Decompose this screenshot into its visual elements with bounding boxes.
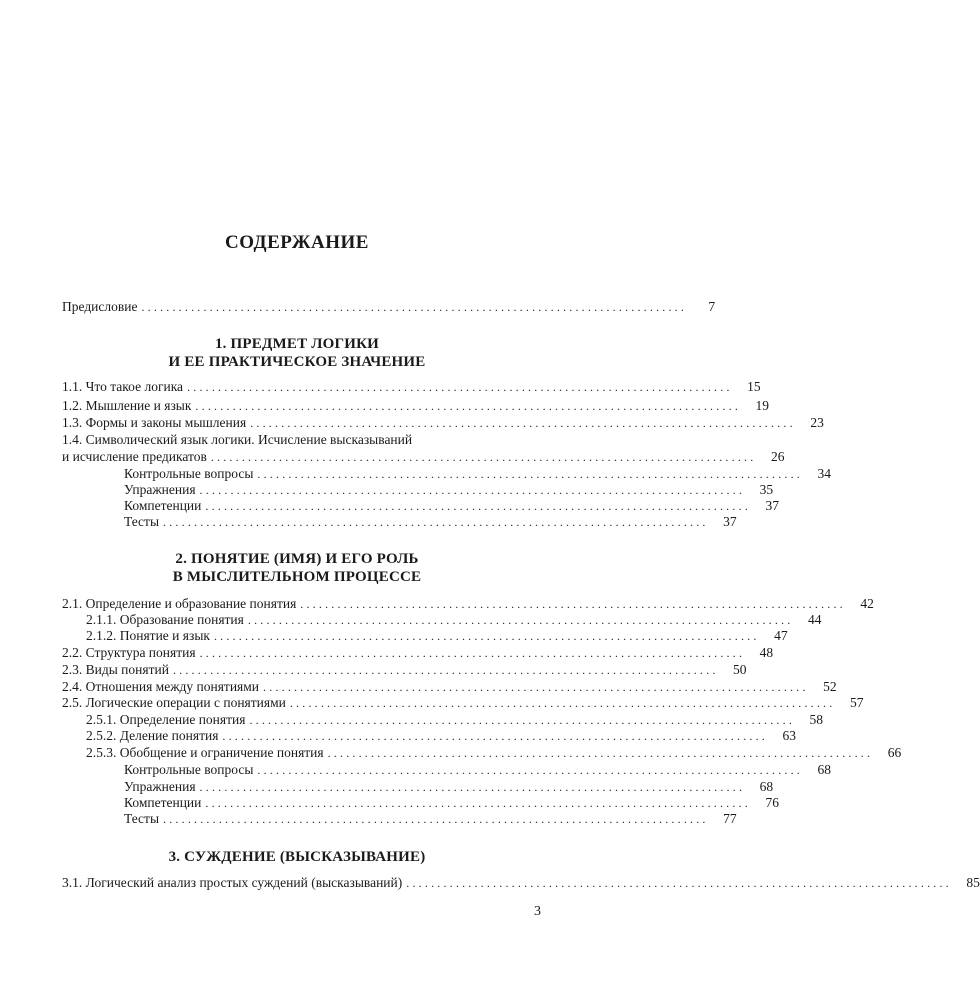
leader-dots: ........................................................................................	[163, 812, 709, 826]
leader-dots: ........................................................................................	[163, 515, 709, 529]
leader-dots: ........................................................................................	[199, 483, 746, 497]
toc-entry-page: 42	[860, 596, 874, 611]
leader-dots: ........................................................................................	[205, 499, 751, 513]
toc-entry-label: Компетенции	[124, 795, 202, 810]
toc-entry-label: 2.2. Структура понятия	[62, 645, 196, 660]
toc-entry-subitem[interactable]	[124, 497, 779, 514]
toc-entry-subitem[interactable]	[124, 794, 779, 811]
leader-dots: ........................................................................................	[250, 416, 796, 430]
toc-entry-label: 2.5.2. Деление понятия	[86, 728, 219, 743]
toc-entry-page: 68	[759, 779, 774, 794]
toc-entry-page: 35	[759, 482, 774, 497]
toc-entry-page: 63	[782, 728, 797, 743]
leader-dots: ........................................................................................	[249, 713, 796, 727]
toc-entry-page: 57	[849, 695, 864, 710]
toc-entry-label: 3.1. Логический анализ простых суждений (высказываний)	[62, 875, 403, 890]
toc-entry-page: 77	[723, 811, 737, 826]
leader-dots: ........................................................................................	[187, 380, 733, 394]
toc-entry-preface[interactable]	[62, 298, 716, 315]
toc-entry[interactable]	[62, 397, 770, 414]
toc-page	[62, 0, 980, 1001]
toc-entry-label: 1.3. Формы и законы мышления	[62, 415, 247, 430]
toc-entry-page: 23	[810, 415, 824, 430]
toc-entry-subsection[interactable]	[86, 744, 902, 761]
toc-entry-page: 58	[809, 712, 824, 727]
toc-entry-label: Контрольные вопросы	[124, 466, 254, 481]
toc-entry-label: Упражнения	[124, 779, 196, 794]
toc-entry-subitem[interactable]	[124, 778, 774, 795]
leader-dots: ........................................................................................	[195, 399, 742, 413]
leader-dots: ........................................................................................	[205, 796, 751, 810]
toc-entry-label: 2.5. Логические операции с понятиями	[62, 695, 286, 710]
toc-entry-page: 15	[747, 379, 761, 394]
toc-entry[interactable]	[62, 644, 774, 661]
toc-entry[interactable]	[62, 414, 824, 431]
leader-dots: ........................................................................................	[172, 663, 719, 677]
leader-dots: ........................................................................................	[210, 450, 757, 464]
toc-entry-label: и исчисление предикатов	[62, 449, 207, 464]
toc-entry-subsection[interactable]	[86, 611, 822, 628]
toc-entry-subsection[interactable]	[86, 627, 788, 644]
toc-entry[interactable]	[62, 874, 980, 891]
toc-entry-page: 47	[774, 628, 788, 643]
toc-entry-label: Предисловие	[62, 299, 138, 314]
toc-entry-label: 2.4. Отношения между понятиями	[62, 679, 260, 694]
toc-entry-label: Упражнения	[124, 482, 196, 497]
toc-entry[interactable]	[62, 595, 874, 612]
toc-entry-subitem[interactable]	[124, 513, 737, 530]
toc-entry-label: 1.1. Что такое логика	[62, 379, 184, 394]
toc-entry-subitem[interactable]	[124, 465, 832, 482]
toc-entry-label: 2.1. Определение и образование понятия	[62, 596, 297, 611]
toc-entry-label: Тесты	[124, 514, 160, 529]
toc-entry-subsection[interactable]	[86, 711, 824, 728]
toc-entry[interactable]	[62, 378, 761, 395]
toc-entry-page: 7	[708, 299, 716, 314]
toc-entry[interactable]	[62, 694, 864, 711]
toc-entry[interactable]	[62, 678, 837, 695]
section-2-heading-line-1: 2. ПОНЯТИЕ (ИМЯ) И ЕГО РОЛЬ	[175, 551, 419, 567]
toc-entry[interactable]	[62, 661, 747, 678]
leader-dots: ........................................................................................	[222, 729, 769, 743]
toc-entry-page: 26	[770, 449, 785, 464]
section-3-heading: 3. СУЖДЕНИЕ (ВЫСКАЗЫВАНИЕ)	[168, 849, 426, 865]
leader-dots: ........................................................................................	[213, 629, 760, 643]
toc-entry-label: Тесты	[124, 811, 160, 826]
leader-dots: ........................................................................................	[406, 876, 952, 890]
toc-entry-label: Компетенции	[124, 498, 202, 513]
toc-entry-page: 76	[765, 795, 779, 810]
toc-entry-page: 48	[759, 645, 774, 660]
page-title: СОДЕРЖАНИЕ	[225, 232, 369, 253]
page-number: 3	[534, 904, 541, 919]
toc-entry-subitem[interactable]	[124, 481, 774, 498]
section-2-heading-line-2: В МЫСЛИТЕЛЬНОМ ПРОЦЕССЕ	[172, 569, 422, 585]
toc-entry[interactable]	[62, 448, 785, 465]
toc-entry-label-wrapped[interactable]: 1.4. Символический язык логики. Исчисление высказываний	[62, 432, 413, 447]
toc-entry-page: 44	[807, 612, 822, 627]
toc-entry-label: 2.1.2. Понятие и язык	[86, 628, 210, 643]
leader-dots: ........................................................................................	[300, 597, 846, 611]
leader-dots: ........................................................................................	[199, 646, 746, 660]
leader-dots: ........................................................................................	[199, 780, 746, 794]
toc-entry-page: 34	[817, 466, 832, 481]
section-1-heading-line-2: И ЕЕ ПРАКТИЧЕСКОЕ ЗНАЧЕНИЕ	[168, 354, 426, 370]
toc-entry-label: 1.2. Мышление и язык	[62, 398, 192, 413]
leader-dots: ........................................................................................	[263, 680, 809, 694]
toc-entry-label: 2.5.3. Обобщение и ограничение понятия	[86, 745, 324, 760]
toc-entry-page: 37	[765, 498, 779, 513]
leader-dots: ........................................................................................	[327, 746, 874, 760]
toc-entry-page: 50	[733, 662, 747, 677]
toc-entry-page: 85	[966, 875, 980, 890]
toc-entry-page: 52	[823, 679, 837, 694]
leader-dots: ........................................................................................	[257, 467, 804, 481]
toc-entry-subitem[interactable]	[124, 810, 737, 827]
toc-entry-page: 19	[755, 398, 770, 413]
toc-entry-label: 2.5.1. Определение понятия	[86, 712, 246, 727]
toc-entry-label: 2.1.1. Образование понятия	[86, 612, 244, 627]
toc-entry-page: 68	[817, 762, 832, 777]
leader-dots: ........................................................................................	[257, 763, 804, 777]
toc-entry-subitem[interactable]	[124, 761, 832, 778]
toc-entry-label: Контрольные вопросы	[124, 762, 254, 777]
leader-dots: ........................................................................................	[141, 300, 688, 314]
leader-dots: ........................................................................................	[247, 613, 794, 627]
toc-entry-subsection[interactable]	[86, 727, 797, 744]
toc-entry-page: 37	[723, 514, 737, 529]
toc-entry-page: 66	[887, 745, 902, 760]
leader-dots: ........................................................................................	[289, 696, 836, 710]
section-1-heading-line-1: 1. ПРЕДМЕТ ЛОГИКИ	[214, 336, 380, 352]
toc-entry-label: 2.3. Виды понятий	[62, 662, 169, 677]
